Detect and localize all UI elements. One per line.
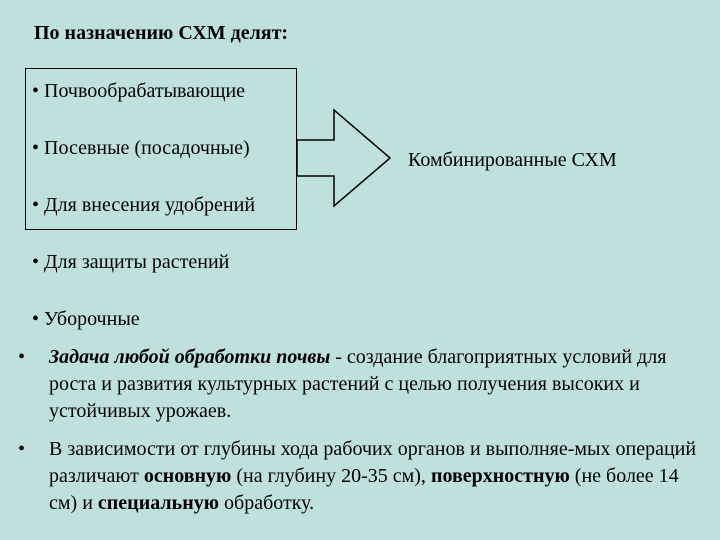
bold-term: основную — [143, 465, 232, 487]
bold-term: поверхностную — [430, 465, 570, 487]
paragraph-depth — [18, 436, 708, 517]
combined-machines-label: Комбинированные СХМ — [408, 149, 617, 171]
category-item: • Почвообрабатывающие — [32, 80, 246, 102]
bold-term: специальную — [97, 492, 220, 514]
body-text: обработку. — [219, 492, 315, 514]
category-item: • Для внесения удобрений — [32, 194, 256, 216]
category-item: • Посевные (посадочные) — [32, 137, 250, 159]
category-item: • Для защиты растений — [32, 251, 230, 273]
slide-title: По назначению СХМ делят: — [34, 22, 289, 44]
body-text: (не более 14 см) и — [49, 465, 679, 514]
bullet: • — [18, 346, 26, 368]
body-text: - создание благоприятных условий для роста и развития культурных растений с целью получения высоких и устойчивых урожаев. — [49, 346, 667, 422]
bullet: • — [18, 438, 26, 460]
body-text: (на глубину 20-35 см), — [231, 465, 431, 487]
paragraph-text — [49, 436, 708, 517]
category-item: • Уборочные — [32, 308, 140, 330]
paragraph-task — [18, 344, 708, 425]
emphasis-text: Задача любой обработки почвы — [49, 346, 331, 368]
paragraph-text — [49, 344, 708, 425]
body-text: В зависимости от глубины хода рабочих органов и выполняе-мых операций различают — [49, 438, 697, 487]
